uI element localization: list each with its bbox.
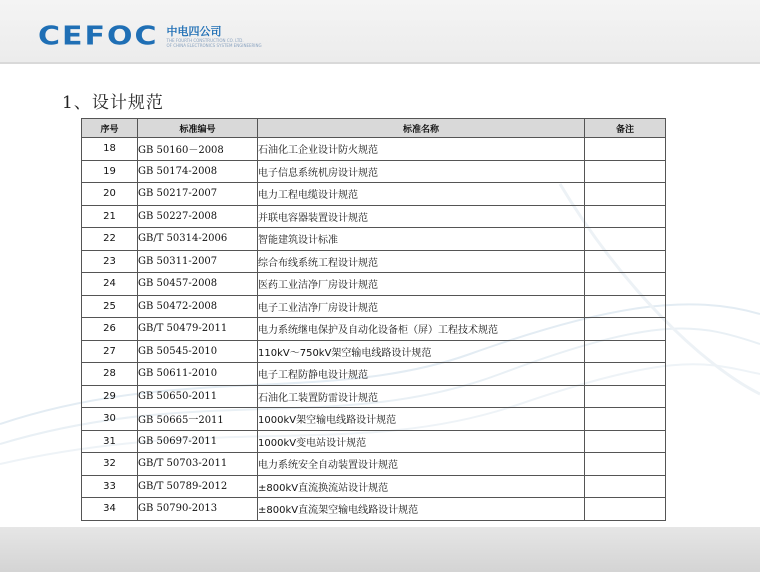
row-number: 20 (82, 183, 138, 206)
company-logo (38, 22, 262, 52)
standard-name: 电力工程电缆设计规范 (258, 183, 585, 206)
table-row (82, 273, 666, 296)
logo-chinese-name: 中电四公司 (166, 25, 222, 38)
standard-code: GB/T 50703-2011 (138, 453, 258, 476)
row-note (585, 340, 666, 363)
standard-name: 石油化工企业设计防火规范 (258, 138, 585, 161)
logo-text-block (167, 26, 262, 48)
standard-code: GB 50217-2007 (138, 183, 258, 206)
row-number: 34 (82, 498, 138, 521)
standard-code: GB/T 50789-2012 (138, 475, 258, 498)
table-row (82, 430, 666, 453)
table-row (82, 318, 666, 341)
standard-name: 110kV～750kV架空输电线路设计规范 (258, 340, 585, 363)
standard-name: 1000kV变电站设计规范 (258, 430, 585, 453)
row-note (585, 385, 666, 408)
standard-name: ±800kV直流换流站设计规范 (258, 475, 585, 498)
standard-code: GB 50457-2008 (138, 273, 258, 296)
standard-name: 1000kV架空输电线路设计规范 (258, 408, 585, 431)
row-note (585, 228, 666, 251)
row-number: 33 (82, 475, 138, 498)
standard-name: 医药工业洁净厂房设计规范 (258, 273, 585, 296)
table-row (82, 453, 666, 476)
row-note (585, 498, 666, 521)
row-note (585, 408, 666, 431)
row-note (585, 475, 666, 498)
standard-code: GB/T 50479-2011 (138, 318, 258, 341)
table-row (82, 475, 666, 498)
section-heading: 1、设计规范 (62, 93, 164, 113)
standard-name: ±800kV直流架空输电线路设计规范 (258, 498, 585, 521)
standard-name: 电力系统安全自动装置设计规范 (258, 453, 585, 476)
standard-name: 电子工程防静电设计规范 (258, 363, 585, 386)
row-number: 24 (82, 273, 138, 296)
logo-mark: CEFOC (38, 21, 159, 52)
row-number: 32 (82, 453, 138, 476)
row-note (585, 430, 666, 453)
standard-name: 并联电容器装置设计规范 (258, 205, 585, 228)
logo-english-line-2: OF CHINA ELECTRONICS SYSTEM ENGINEERING (166, 43, 262, 48)
column-header-note: 备注 (585, 119, 666, 138)
row-number: 28 (82, 363, 138, 386)
standard-code: GB 50697-2011 (138, 430, 258, 453)
table-row (82, 228, 666, 251)
row-number: 26 (82, 318, 138, 341)
row-number: 19 (82, 160, 138, 183)
table-row (82, 138, 666, 161)
row-note (585, 160, 666, 183)
table-row (82, 295, 666, 318)
standard-code: GB 50174-2008 (138, 160, 258, 183)
table-row (82, 183, 666, 206)
row-note (585, 363, 666, 386)
row-number: 22 (82, 228, 138, 251)
standard-name: 智能建筑设计标准 (258, 228, 585, 251)
row-number: 31 (82, 430, 138, 453)
row-number: 23 (82, 250, 138, 273)
table-row (82, 498, 666, 521)
row-note (585, 250, 666, 273)
row-note (585, 183, 666, 206)
column-header-number: 序号 (82, 119, 138, 138)
standard-name: 电子工业洁净厂房设计规范 (258, 295, 585, 318)
standard-code: GB 50472-2008 (138, 295, 258, 318)
standard-code: GB 50160－2008 (138, 138, 258, 161)
row-note (585, 453, 666, 476)
row-note (585, 318, 666, 341)
table-header-row (82, 119, 666, 138)
standard-code: GB 50665一2011 (138, 408, 258, 431)
table-row (82, 340, 666, 363)
footer-band (0, 527, 760, 572)
row-number: 27 (82, 340, 138, 363)
row-number: 18 (82, 138, 138, 161)
standard-code: GB 50650-2011 (138, 385, 258, 408)
row-number: 30 (82, 408, 138, 431)
standards-table (81, 118, 666, 521)
standard-code: GB 50790-2013 (138, 498, 258, 521)
row-number: 29 (82, 385, 138, 408)
table-row (82, 408, 666, 431)
table-row (82, 160, 666, 183)
column-header-name: 标准名称 (258, 119, 585, 138)
row-number: 25 (82, 295, 138, 318)
standard-code: GB/T 50314-2006 (138, 228, 258, 251)
table-row (82, 363, 666, 386)
standard-code: GB 50227-2008 (138, 205, 258, 228)
row-note (585, 295, 666, 318)
row-number: 21 (82, 205, 138, 228)
standard-name: 综合布线系统工程设计规范 (258, 250, 585, 273)
standard-name: 石油化工装置防雷设计规范 (258, 385, 585, 408)
standard-code: GB 50545-2010 (138, 340, 258, 363)
row-note (585, 273, 666, 296)
table-row (82, 250, 666, 273)
row-note (585, 205, 666, 228)
table-row (82, 385, 666, 408)
standard-name: 电力系统继电保护及自动化设备柜（屏）工程技术规范 (258, 318, 585, 341)
column-header-code: 标准编号 (138, 119, 258, 138)
standard-code: GB 50611-2010 (138, 363, 258, 386)
standard-code: GB 50311-2007 (138, 250, 258, 273)
logo-english-line-1: THE FOURTH CONSTRUCTION CO. LTD. (166, 38, 244, 43)
table-body (82, 138, 666, 521)
table-row (82, 205, 666, 228)
row-note (585, 138, 666, 161)
standard-name: 电子信息系统机房设计规范 (258, 160, 585, 183)
